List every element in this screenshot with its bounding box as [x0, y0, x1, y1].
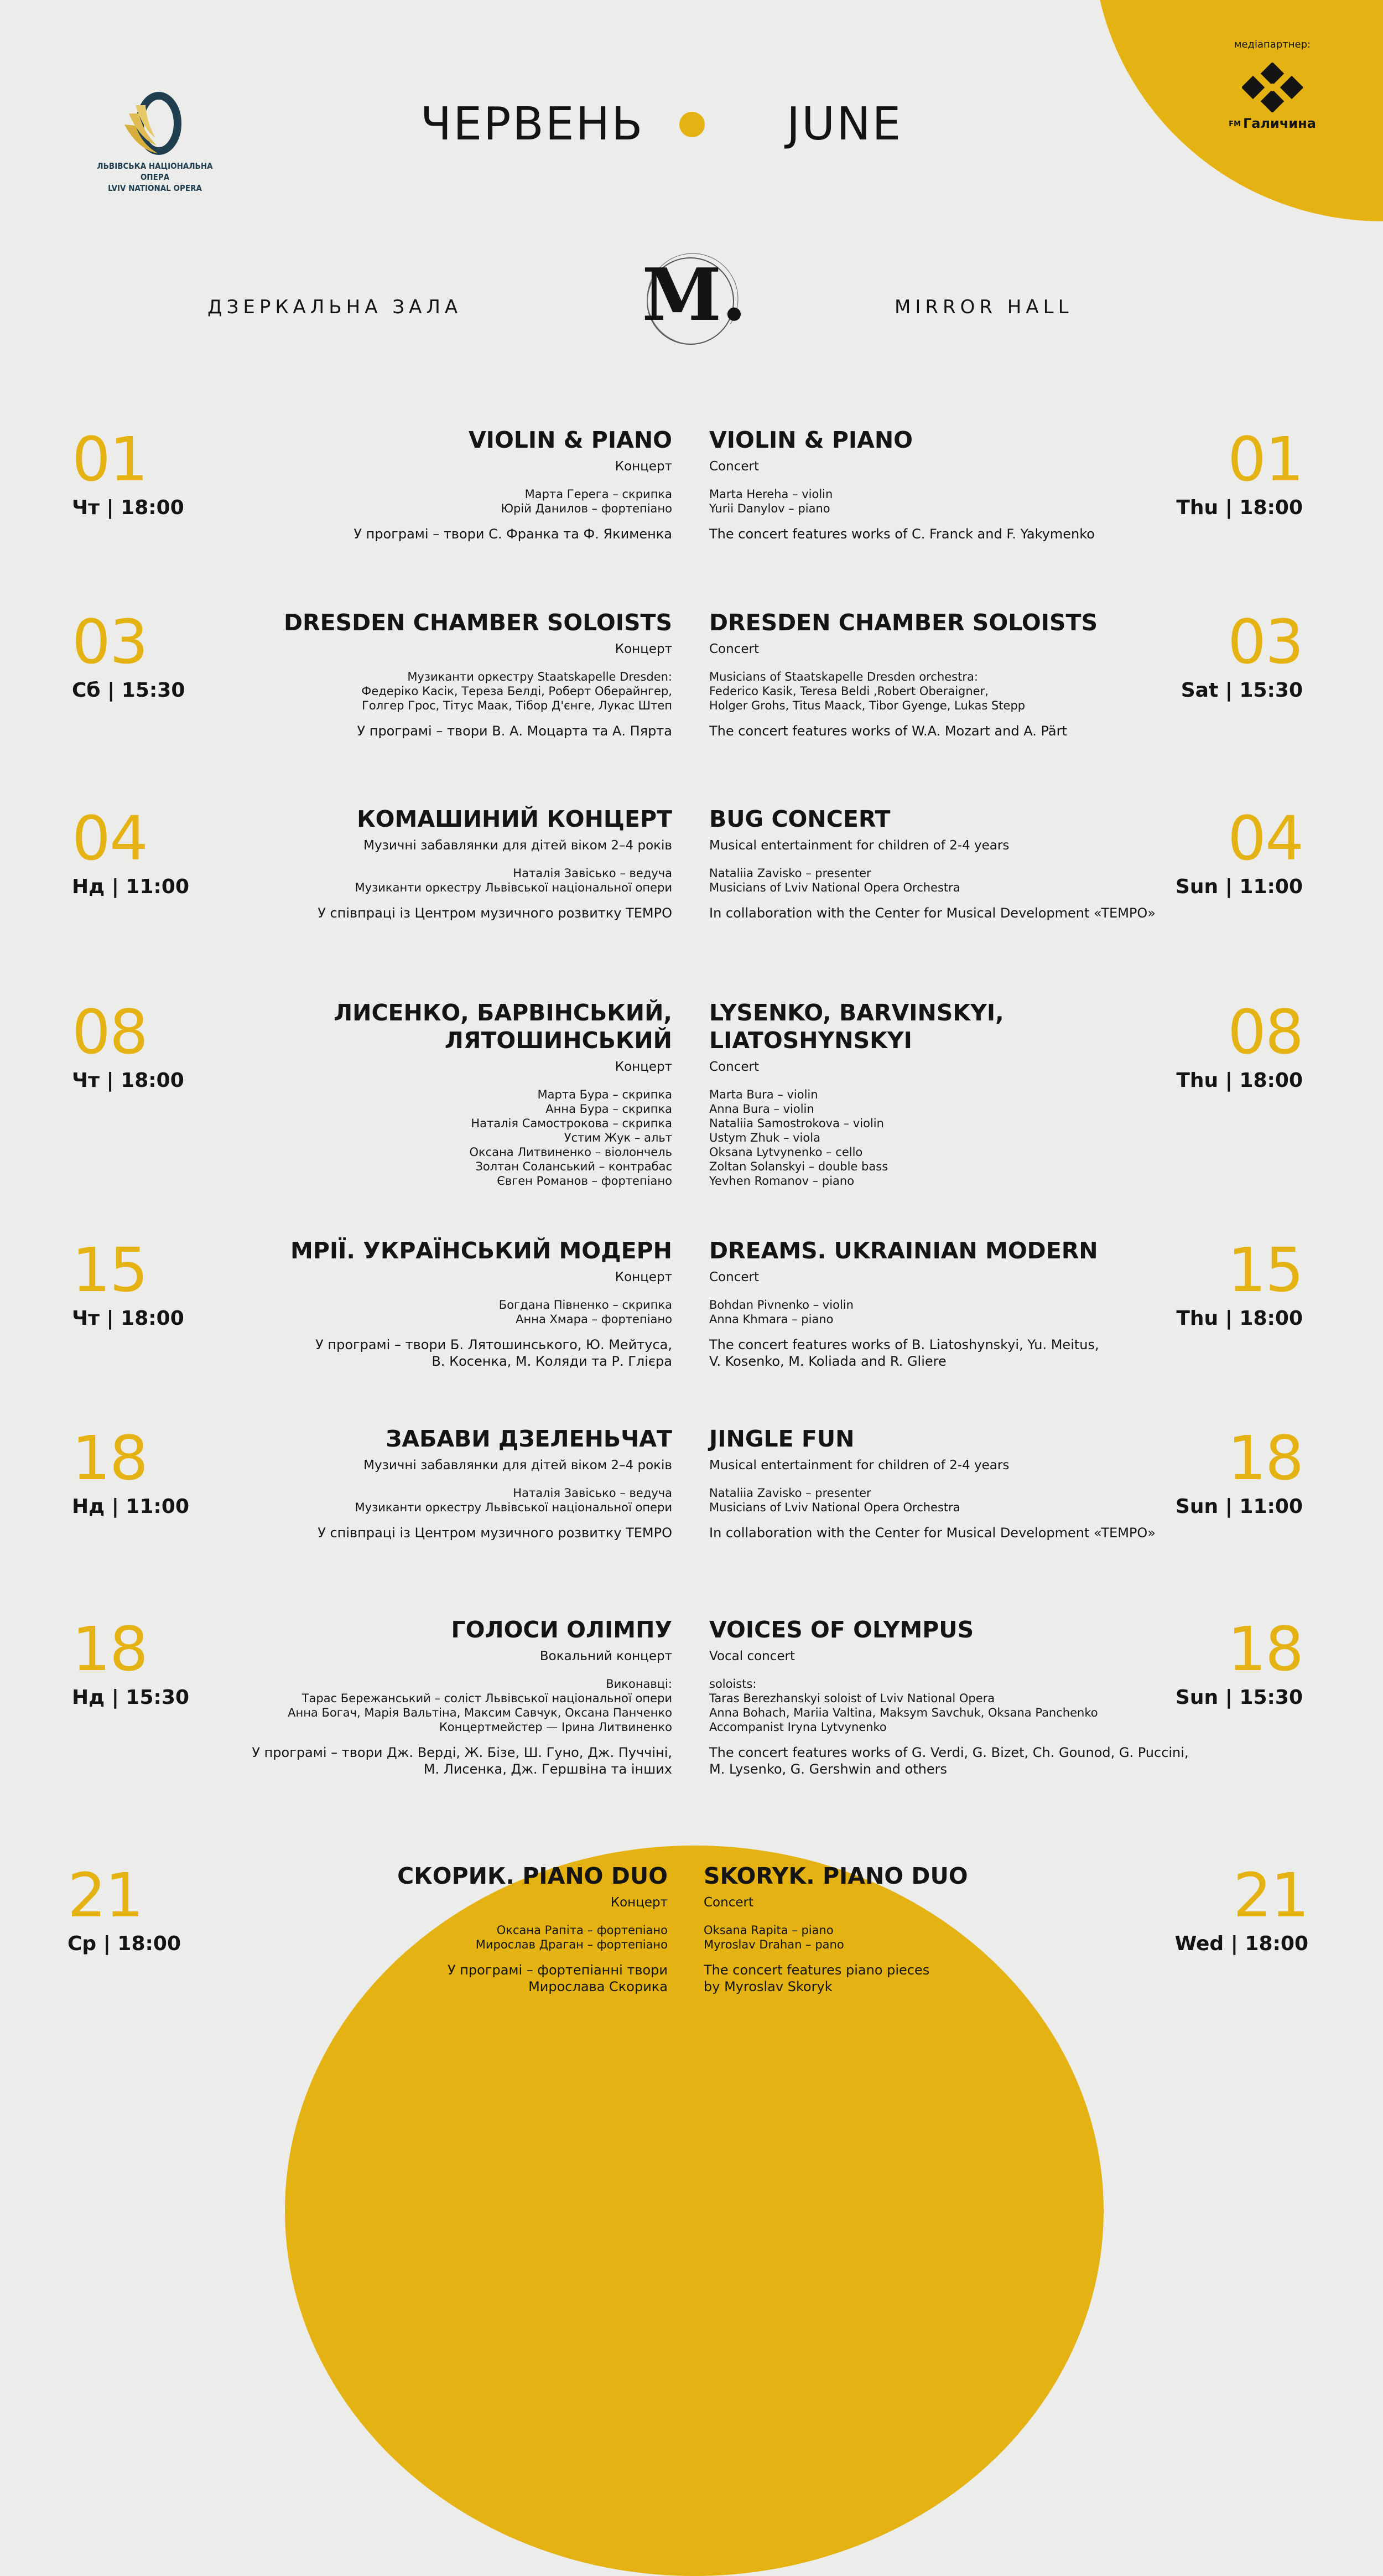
event-title: DREAMS. UKRAINIAN MODERN — [709, 1237, 1098, 1264]
event-program: У програмі – твори Б. Лятошинського, Ю. Мейтуса, В. Косенка, М. Коляди та Р. Глієра — [315, 1337, 672, 1369]
event-program: У програмі – твори В. А. Моцарта та А. Пярта — [357, 723, 672, 739]
event-day-time: Thu | 18:00 — [1176, 1069, 1303, 1092]
event-subtitle: Concert — [704, 1895, 753, 1910]
event-title: КОМАШИНИЙ КОНЦЕРТ — [357, 806, 672, 832]
event-program: The concert features works of B. Liatoshynskyi, Yu. Meitus, V. Kosenko, M. Koliada and R. Gliere — [709, 1337, 1099, 1369]
event-day-number: 15 — [1228, 1235, 1303, 1305]
event-info-ua — [243, 1237, 672, 1370]
event-performers: Марта Герега – скрипка Юрій Данилов – фортепіано — [501, 488, 672, 515]
media-partner-fm: FM — [1229, 120, 1241, 128]
opera-name-ua: ЛЬВІВСЬКА НАЦІОНАЛЬНА ОПЕРА — [97, 161, 213, 182]
event-day-number: 21 — [1233, 1860, 1308, 1931]
event-day-number: 08 — [72, 997, 147, 1067]
event-day-number: 18 — [1228, 1614, 1303, 1684]
event-info-ua — [243, 805, 672, 921]
event-title: DRESDEN CHAMBER SOLOISTS — [709, 609, 1098, 636]
event-program: У програмі – фортепіанні твори Мирослава Скорика — [447, 1962, 668, 1994]
event-day-time: Thu | 18:00 — [1176, 1307, 1303, 1330]
event-day-number: 03 — [1228, 607, 1303, 677]
event-info-ua — [243, 426, 672, 542]
event-date-en — [1176, 1616, 1303, 1710]
media-partner-label: медіапартнер: — [1234, 39, 1311, 50]
event-day-time: Sun | 11:00 — [1176, 1495, 1303, 1518]
event-performers: Музиканти оркестру Staatskapelle Dresden: Федеріко Касік, Тереза Белді, Роберт Оберайнгер, Голгер Грос, Тітус Маак, Тібор Д'єнге, Лукас Штеп — [361, 670, 672, 712]
event-day-number: 04 — [1228, 803, 1303, 874]
event-performers: Наталія Завісько – ведуча Музиканти оркестру Львівської національної опери — [355, 867, 672, 894]
event-title: ГОЛОСИ ОЛІМПУ — [451, 1616, 672, 1643]
event-info-ua — [243, 999, 672, 1188]
event-info-ua — [243, 1425, 672, 1541]
event-date-en — [1176, 805, 1303, 899]
radio-logo-icon — [1242, 63, 1303, 112]
event-info-ua — [243, 1616, 672, 1777]
event-date-ua — [72, 609, 185, 703]
event-date-ua — [72, 1237, 184, 1331]
event-date-en — [1176, 426, 1303, 520]
mirror-hall-logo-letter: M. — [642, 252, 747, 337]
event-performers: soloists: Taras Berezhanskyi soloist of Lviv National Opera Anna Bohach, Mariia Valtina, Maksym Savchuk, Oksana Panchenko Accompanist Iryna Lytvynenko — [709, 1677, 1098, 1734]
event-date-ua — [72, 1425, 189, 1519]
event-subtitle: Musical entertainment for children of 2-4 years — [709, 1458, 1010, 1473]
event-day-time: Thu | 18:00 — [1176, 496, 1303, 519]
event-subtitle: Concert — [709, 1060, 759, 1074]
hall-name-ua: ДЗЕРКАЛЬНА ЗАЛА — [207, 296, 462, 318]
media-partner-name — [1209, 116, 1336, 131]
event-subtitle: Concert — [709, 1270, 759, 1284]
event-info-en — [709, 1237, 1218, 1370]
opera-name-en: LVIV NATIONAL OPERA — [108, 183, 202, 193]
event-performers: Nataliia Zavisko – presenter Musicians of Lviv National Opera Orchestra — [709, 867, 960, 894]
event-day-time: Wed | 18:00 — [1174, 1932, 1308, 1955]
event-title: СКОРИК. PIANO DUO — [397, 1863, 668, 1889]
month-title-ua: ЧЕРВЕНЬ — [420, 98, 644, 151]
event-date-ua — [72, 1616, 189, 1710]
month-title-en: JUNE — [787, 98, 903, 151]
event-day-number: 18 — [72, 1614, 147, 1684]
event-day-number: 01 — [72, 424, 147, 495]
event-date-ua — [72, 805, 189, 899]
event-day-time: Нд | 11:00 — [72, 875, 190, 898]
event-program: The concert features works of G. Verdi, G. Bizet, Ch. Gounod, G. Puccini, M. Lysenko, G. Gershwin and others — [709, 1745, 1189, 1777]
event-date-en — [1176, 1237, 1303, 1331]
event-performers: Марта Бура – скрипка Анна Бура – скрипка Наталія Самострокова – скрипка Устим Жук – альт Оксана Литвиненко – віолончель Золтан Соланський – контрабас Євген Романов – фортепіано — [469, 1088, 672, 1188]
event-day-time: Ср | 18:00 — [67, 1932, 181, 1955]
event-performers: Виконавці: Тарас Бережанський – соліст Львівської національної опери Анна Богач, Марія Вальтіна, Максим Савчук, Оксана Панченко Концертмейстер — Ірина Литвиненко — [288, 1677, 672, 1734]
mirror-hall-logo-icon — [642, 243, 747, 354]
media-partner[interactable] — [1209, 39, 1336, 131]
event-date-en — [1175, 1862, 1308, 1956]
event-program: In collaboration with the Center for Musical Development «TEMPO» — [709, 905, 1156, 921]
event-title: SKORYK. PIANO DUO — [704, 1863, 968, 1889]
hall-name-en: MIRROR HALL — [895, 296, 1073, 318]
event-day-number: 08 — [1228, 997, 1303, 1067]
month-separator-dot — [679, 112, 705, 137]
event-day-time: Нд | 11:00 — [72, 1495, 190, 1518]
event-info-ua — [243, 609, 672, 739]
event-info-en — [709, 805, 1218, 921]
event-subtitle: Концерт — [615, 1060, 672, 1074]
event-subtitle: Концерт — [615, 1270, 672, 1284]
event-info-en — [709, 1616, 1218, 1777]
event-title: VOICES OF OLYMPUS — [709, 1616, 974, 1643]
event-title: LYSENKO, BARVINSKYI, LIATOSHYNSKYI — [709, 999, 1004, 1054]
event-info-en — [709, 426, 1218, 542]
event-date-ua — [72, 426, 184, 520]
event-title: DRESDEN CHAMBER SOLOISTS — [284, 609, 672, 636]
event-title: JINGLE FUN — [709, 1426, 855, 1452]
opera-logo[interactable] — [83, 91, 227, 194]
event-day-number: 15 — [72, 1235, 147, 1305]
event-performers: Oksana Rapita – piano Myroslav Drahan – pano — [704, 1924, 844, 1951]
event-day-number: 18 — [72, 1423, 147, 1494]
event-program: The concert features works of W.A. Mozart and A. Pärt — [709, 723, 1067, 739]
event-program: У співпраці із Центром музичного розвитку TEMPO — [318, 1525, 672, 1541]
event-day-time: Чт | 18:00 — [72, 1307, 184, 1330]
event-day-time: Чт | 18:00 — [72, 496, 184, 519]
event-subtitle: Концерт — [610, 1895, 668, 1910]
event-date-ua — [72, 999, 184, 1093]
event-program: The concert features works of C. Franck and F. Yakymenko — [709, 526, 1095, 542]
event-day-time: Чт | 18:00 — [72, 1069, 184, 1092]
event-day-time: Сб | 15:30 — [72, 679, 185, 702]
event-title: ЛИСЕНКО, БАРВІНСЬКИЙ, ЛЯТОШИНСЬКИЙ — [334, 999, 672, 1054]
event-performers: Marta Hereha – violin Yurii Danylov – piano — [709, 488, 833, 515]
event-date-ua — [67, 1862, 181, 1956]
event-performers: Nataliia Zavisko – presenter Musicians of Lviv National Opera Orchestra — [709, 1486, 960, 1514]
event-subtitle: Concert — [709, 459, 759, 474]
event-subtitle: Концерт — [615, 459, 672, 474]
event-program: In collaboration with the Center for Musical Development «TEMPO» — [709, 1525, 1156, 1541]
event-info-en — [704, 1862, 1213, 1995]
event-performers: Bohdan Pivnenko – violin Anna Khmara – piano — [709, 1298, 854, 1326]
event-date-en — [1181, 609, 1303, 703]
event-subtitle: Концерт — [615, 642, 672, 656]
event-performers: Marta Bura – violin Anna Bura – violin Nataliia Samostrokova – violin Ustym Zhuk – viola Oksana Lytvynenko – cello Zoltan Solanskyi – double bass Yevhen Romanov – piano — [709, 1088, 888, 1188]
event-subtitle: Музичні забавлянки для дітей віком 2–4 років — [363, 1458, 672, 1473]
event-title: VIOLIN & PIANO — [709, 427, 913, 453]
event-day-time: Нд | 15:30 — [72, 1686, 190, 1709]
event-title: ЗАБАВИ ДЗЕЛЕНЬЧАТ — [386, 1426, 672, 1452]
event-program: The concert features piano pieces by Myroslav Skoryk — [704, 1962, 930, 1994]
event-performers: Musicians of Staatskapelle Dresden orchestra: Federico Kasik, Teresa Beldi ,Robert Oberaigner, Holger Grohs, Titus Maack, Tibor Gyenge, Lukas Stepp — [709, 670, 1026, 712]
event-program: У співпраці із Центром музичного розвитку TEMPO — [318, 905, 672, 921]
event-day-time: Sun | 15:30 — [1176, 1686, 1303, 1709]
event-day-number: 18 — [1228, 1423, 1303, 1494]
event-info-ua — [239, 1862, 668, 1995]
event-date-en — [1176, 1425, 1303, 1519]
event-performers: Богдана Півненко – скрипка Анна Хмара – фортепіано — [498, 1298, 672, 1326]
event-subtitle: Музичні забавлянки для дітей віком 2–4 років — [363, 838, 672, 853]
event-day-time: Sat | 15:30 — [1181, 679, 1303, 702]
event-program: У програмі – твори Дж. Верді, Ж. Бізе, Ш. Гуно, Дж. Пуччіні, М. Лисенка, Дж. Гершвіна та інших — [252, 1745, 672, 1777]
event-performers: Наталія Завісько – ведуча Музиканти оркестру Львівської національної опери — [355, 1486, 672, 1514]
event-subtitle: Вокальний концерт — [539, 1649, 672, 1663]
event-date-en — [1176, 999, 1303, 1093]
event-subtitle: Vocal concert — [709, 1649, 796, 1663]
opera-emblem-icon — [119, 91, 191, 160]
event-day-number: 03 — [72, 607, 147, 677]
event-title: BUG CONCERT — [709, 806, 891, 832]
event-info-en — [709, 609, 1218, 739]
event-info-en — [709, 1425, 1218, 1541]
event-info-en — [709, 999, 1218, 1188]
event-title: МРІЇ. УКРАЇНСЬКИЙ МОДЕРН — [290, 1237, 672, 1264]
event-title: VIOLIN & PIANO — [468, 427, 672, 453]
event-performers: Оксана Рапіта – фортепіано Мирослав Драган – фортепіано — [475, 1924, 668, 1951]
event-day-number: 04 — [72, 803, 147, 874]
event-day-time: Sun | 11:00 — [1176, 875, 1303, 898]
event-day-number: 21 — [67, 1860, 143, 1931]
event-subtitle: Musical entertainment for children of 2-4 years — [709, 838, 1010, 853]
event-program: У програмі – твори С. Франка та Ф. Якименка — [353, 526, 672, 542]
media-partner-title: Галичина — [1242, 116, 1316, 131]
event-subtitle: Concert — [709, 642, 759, 656]
event-day-number: 01 — [1228, 424, 1303, 495]
